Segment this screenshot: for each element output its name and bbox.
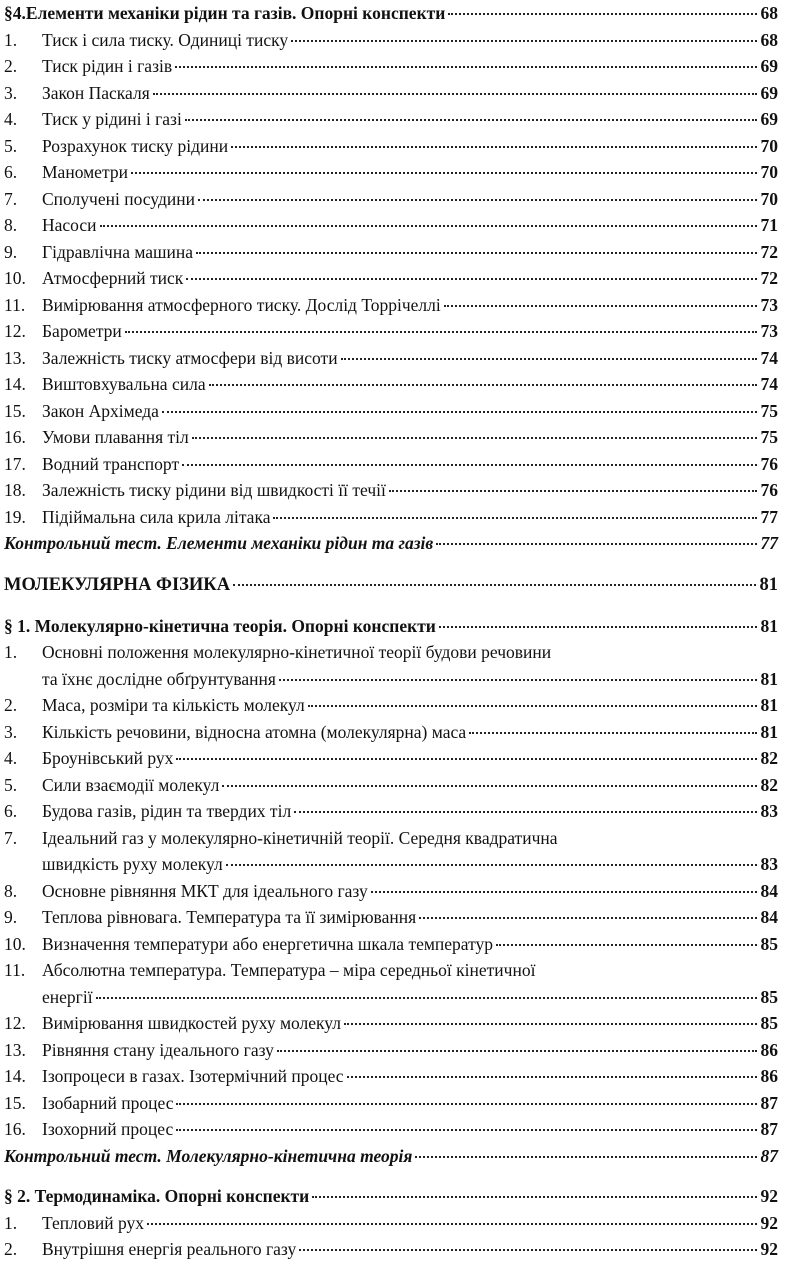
toc-entry-number: 14. (4, 1066, 26, 1086)
toc-entry-title: Ідеальний газ у молекулярно-кінетичній теорії. Середня квадратична (42, 827, 558, 848)
toc-entry-title: Тепловий рух (42, 1212, 145, 1233)
dot-leader (186, 278, 756, 280)
toc-entry-number: 10. (4, 933, 26, 954)
toc-entry (4, 957, 778, 984)
toc-entry-title: Тиск рідин і газів (42, 56, 173, 76)
toc-entry (4, 504, 778, 531)
toc-entry (4, 666, 778, 693)
toc-entry-title: Барометри (42, 321, 122, 341)
toc-entry (4, 345, 778, 372)
dot-leader (182, 464, 756, 466)
dot-leader (308, 705, 757, 707)
toc-entry-number: 5. (4, 135, 18, 156)
dot-leader (176, 758, 756, 760)
dot-leader (469, 732, 756, 734)
toc-entry-page-number: 76 (760, 453, 778, 474)
toc-entry (4, 106, 778, 133)
toc-entry (4, 1090, 778, 1117)
toc-section-heading (4, 0, 778, 27)
toc-entry (4, 692, 778, 719)
toc-entry-page-number: 83 (760, 854, 778, 874)
toc-section-heading (4, 613, 778, 640)
toc-entry-page-number: 81 (760, 668, 778, 689)
toc-entry-page-number: 69 (760, 109, 778, 129)
toc-entry-title: Вимірювання швидкостей руху молекул (42, 1013, 342, 1033)
toc-entry (4, 825, 778, 852)
dot-leader (299, 1249, 756, 1251)
toc-entry (4, 159, 778, 186)
toc-entry (4, 212, 778, 239)
dot-leader (448, 13, 756, 15)
dot-leader (312, 1196, 756, 1198)
dot-leader (192, 437, 757, 439)
dot-leader (209, 384, 757, 386)
toc-entry-title: Водний транспорт (42, 453, 180, 474)
dot-leader (389, 490, 757, 492)
toc-entry-title: Виштовхувальна сила (42, 374, 206, 394)
toc-entry (4, 1236, 778, 1263)
toc-entry-page-number: 87 (760, 1119, 778, 1139)
toc-entry-page-number: 92 (760, 1186, 778, 1206)
toc-entry-page-number: 81 (760, 615, 778, 636)
toc-entry (4, 1063, 778, 1090)
toc-entry-page-number: 75 (760, 400, 778, 421)
toc-entry-page-number: 70 (760, 135, 778, 156)
toc-entry-title: Закон Паскаля (42, 82, 150, 103)
toc-entry-title: Теплова рівновага. Температура та її зимірювання (42, 907, 417, 927)
toc-entry-title: Контрольний тест. Молекулярно-кінетична теорія (4, 1145, 413, 1166)
toc-entry-page-number: 83 (760, 801, 778, 821)
toc-entry-title: Гідравлічна машина (42, 241, 194, 262)
dot-leader (231, 146, 756, 148)
toc-entry-page-number: 86 (760, 1039, 778, 1060)
toc-entry-page-number: 87 (760, 1145, 778, 1166)
dot-leader (347, 1076, 757, 1078)
toc-entry-number: 4. (4, 109, 18, 129)
dot-leader (371, 891, 757, 893)
toc-entry-number: 3. (4, 721, 18, 742)
toc-entry-number: 5. (4, 774, 18, 795)
toc-entry-page-number: 73 (760, 294, 778, 315)
dot-leader (176, 1129, 756, 1131)
toc-entry-page-number: 84 (760, 907, 778, 927)
toc-entry-title: Тиск у рідині і газі (42, 109, 182, 129)
toc-entry-title: Основні положення молекулярно-кінетичної теорії будови речовини (42, 642, 552, 662)
toc-entry-page-number: 77 (760, 533, 778, 553)
dot-leader (185, 119, 757, 121)
toc-entry-title: Умови плавання тіл (42, 427, 189, 447)
toc-entry-title: Ізобарний процес (42, 1092, 174, 1113)
toc-entry-title: Абсолютна температура. Температура – міра середньої кінетичної (42, 960, 536, 980)
toc-entry (4, 239, 778, 266)
toc-entry-number: 9. (4, 907, 18, 927)
dot-leader (496, 944, 756, 946)
toc-entry-number: 13. (4, 347, 26, 368)
toc-entry-number: 12. (4, 321, 26, 341)
toc-entry-title: енергії (42, 986, 93, 1007)
toc-entry-title: Атмосферний тиск (42, 268, 184, 288)
toc-section-heading (4, 1183, 778, 1210)
toc-entry-number: 12. (4, 1013, 26, 1033)
toc-entry-page-number: 74 (760, 374, 778, 394)
toc-entry (4, 1037, 778, 1064)
toc-entry-page-number: 69 (760, 56, 778, 76)
toc-section-heading (4, 530, 778, 557)
toc-entry-number: 9. (4, 241, 18, 262)
toc-entry-number: 17. (4, 453, 26, 474)
toc-entry (4, 398, 778, 425)
toc-entry-page-number: 72 (760, 241, 778, 262)
toc-entry (4, 371, 778, 398)
toc-entry-number: 1. (4, 29, 18, 50)
dot-leader (125, 331, 757, 333)
dot-leader (147, 1223, 756, 1225)
toc-entry-number: 8. (4, 880, 18, 901)
toc-entry-title: Сполучені посудини (42, 188, 195, 209)
toc-entry-page-number: 85 (760, 986, 778, 1007)
toc-entry-title: § 1. Молекулярно-кінетична теорія. Опорні конспекти (4, 615, 436, 636)
toc-entry (4, 27, 778, 54)
toc-entry-title: Контрольний тест. Елементи механіки рідин та газів (4, 533, 434, 553)
toc-entry-page-number: 81 (760, 721, 778, 742)
toc-entry-number: 2. (4, 56, 18, 76)
toc-entry-page-number: 81 (759, 574, 778, 595)
toc-entry (4, 984, 778, 1011)
toc-entry-title: Сили взаємодії молекул (42, 774, 220, 795)
toc-entry-page-number: 92 (760, 1239, 778, 1259)
toc-entry-number: 3. (4, 82, 18, 103)
dot-leader (415, 1156, 756, 1158)
toc-entry-page-number: 68 (760, 29, 778, 50)
dot-leader (436, 543, 756, 545)
toc-entry-title: Основне рівняння МКТ для ідеального газу (42, 880, 368, 901)
toc-entry-title: §4.Елементи механіки рідин та газів. Опорні конспекти (4, 3, 446, 23)
dot-leader (198, 199, 757, 201)
toc-entry-page-number: 74 (760, 347, 778, 368)
toc-entry (4, 639, 778, 666)
toc-entry-page-number: 85 (760, 1013, 778, 1033)
toc-section-heading (4, 1143, 778, 1170)
toc-entry-page-number: 75 (760, 427, 778, 447)
toc-entry-number: 18. (4, 480, 26, 500)
toc-entry (4, 265, 778, 292)
toc-entry (4, 292, 778, 319)
dot-leader (222, 785, 756, 787)
toc-entry-number: 1. (4, 642, 18, 662)
toc-entry-number: 11. (4, 294, 26, 315)
toc-entry-page-number: 76 (760, 480, 778, 500)
toc-entry (4, 798, 778, 825)
toc-entry (4, 719, 778, 746)
toc-entry-title: Броунівський рух (42, 748, 174, 768)
toc-entry-title: Будова газів, рідин та твердих тіл (42, 801, 292, 821)
toc-entry (4, 772, 778, 799)
toc-entry-title: Залежність тиску рідини від швидкості її течії (42, 480, 386, 500)
toc-entry (4, 477, 778, 504)
toc-entry-number: 16. (4, 427, 26, 447)
dot-leader (175, 66, 756, 68)
toc-entry-number: 4. (4, 748, 18, 768)
toc-entry-title: Визначення температури або енергетична шкала температур (42, 933, 494, 954)
toc-entry-number: 6. (4, 162, 18, 182)
toc-entry-number: 16. (4, 1119, 26, 1139)
toc-entry-page-number: 69 (760, 82, 778, 103)
toc-entry (4, 1010, 778, 1037)
toc-entry (4, 1210, 778, 1237)
toc-entry-title: Підіймальна сила крила літака (42, 506, 271, 527)
dot-leader (273, 517, 756, 519)
toc-entry (4, 851, 778, 878)
toc-entry-title: Кількість речовини, відносна атомна (молекулярна) маса (42, 721, 467, 742)
toc-entry-page-number: 72 (760, 268, 778, 288)
toc-entry (4, 80, 778, 107)
dot-leader (291, 40, 756, 42)
toc-entry-title: Розрахунок тиску рідини (42, 135, 229, 156)
toc-entry-title: Рівняння стану ідеального газу (42, 1039, 274, 1060)
toc-entry-page-number: 87 (760, 1092, 778, 1113)
toc-entry-title: Манометри (42, 162, 128, 182)
toc-entry-page-number: 70 (760, 188, 778, 209)
toc-entry-page-number: 82 (760, 748, 778, 768)
toc-section-heading (4, 571, 778, 599)
toc-entry-page-number: 92 (760, 1212, 778, 1233)
dot-leader (294, 811, 756, 813)
toc-entry-number: 15. (4, 400, 26, 421)
toc-entry-page-number: 86 (760, 1066, 778, 1086)
dot-leader (226, 864, 757, 866)
toc-entry-title: Ізохорний процес (42, 1119, 174, 1139)
toc-entry-number: 6. (4, 801, 18, 821)
toc-entry-number: 14. (4, 374, 26, 394)
dot-leader (196, 252, 756, 254)
dot-leader (277, 1050, 757, 1052)
dot-leader (279, 679, 757, 681)
toc-entry (4, 745, 778, 772)
toc-entry-number: 7. (4, 827, 18, 848)
toc-entry (4, 931, 778, 958)
toc-entry-number: 19. (4, 506, 26, 527)
toc-entry-page-number: 73 (760, 321, 778, 341)
dot-leader (341, 358, 757, 360)
toc-entry (4, 424, 778, 451)
dot-leader (444, 305, 757, 307)
table-of-contents (4, 0, 778, 1263)
toc-entry (4, 878, 778, 905)
toc-entry (4, 133, 778, 160)
toc-entry (4, 53, 778, 80)
toc-entry-number: 15. (4, 1092, 26, 1113)
toc-entry-number: 11. (4, 960, 26, 980)
dot-leader (419, 917, 756, 919)
dot-leader (162, 411, 757, 413)
toc-entry-number: 1. (4, 1212, 18, 1233)
toc-entry (4, 904, 778, 931)
toc-entry-title: МОЛЕКУЛЯРНА ФІЗИКА (4, 574, 231, 595)
toc-entry-title: Насоси (42, 215, 97, 235)
toc-entry-title: Внутрішня енергія реального газу (42, 1239, 297, 1259)
toc-entry-page-number: 77 (760, 506, 778, 527)
toc-entry-number: 10. (4, 268, 26, 288)
dot-leader (176, 1103, 756, 1105)
toc-entry-page-number: 71 (760, 215, 778, 235)
toc-entry-title: та їхнє дослідне обґрунтування (42, 668, 276, 689)
toc-entry-title: Тиск і сила тиску. Одиниці тиску (42, 29, 289, 50)
toc-entry-title: Закон Архімеда (42, 400, 159, 421)
dot-leader (233, 584, 755, 586)
toc-entry-number: 2. (4, 695, 18, 715)
dot-leader (153, 93, 757, 95)
toc-entry-number: 7. (4, 188, 18, 209)
toc-entry-title: Маса, розміри та кількість молекул (42, 695, 305, 715)
dot-leader (100, 225, 757, 227)
toc-entry-title: Вимірювання атмосферного тиску. Дослід Торрічеллі (42, 294, 441, 315)
dot-leader (439, 626, 757, 628)
toc-entry-title: Ізопроцеси в газах. Ізотермічний процес (42, 1066, 344, 1086)
toc-entry-page-number: 81 (760, 695, 778, 715)
toc-entry-number: 2. (4, 1239, 18, 1259)
toc-entry-title: швидкість руху молекул (42, 854, 223, 874)
dot-leader (344, 1023, 756, 1025)
toc-entry-number: 13. (4, 1039, 26, 1060)
toc-entry (4, 186, 778, 213)
toc-entry-title: § 2. Термодинаміка. Опорні конспекти (4, 1186, 310, 1206)
dot-leader (96, 997, 757, 999)
toc-entry-number: 8. (4, 215, 18, 235)
toc-entry (4, 318, 778, 345)
toc-entry-page-number: 82 (760, 774, 778, 795)
toc-entry (4, 451, 778, 478)
toc-entry-page-number: 85 (760, 933, 778, 954)
toc-entry-page-number: 84 (760, 880, 778, 901)
toc-entry (4, 1116, 778, 1143)
toc-entry-title: Залежність тиску атмосфери від висоти (42, 347, 338, 368)
toc-entry-page-number: 68 (760, 3, 778, 23)
dot-leader (131, 172, 757, 174)
toc-entry-page-number: 70 (760, 162, 778, 182)
